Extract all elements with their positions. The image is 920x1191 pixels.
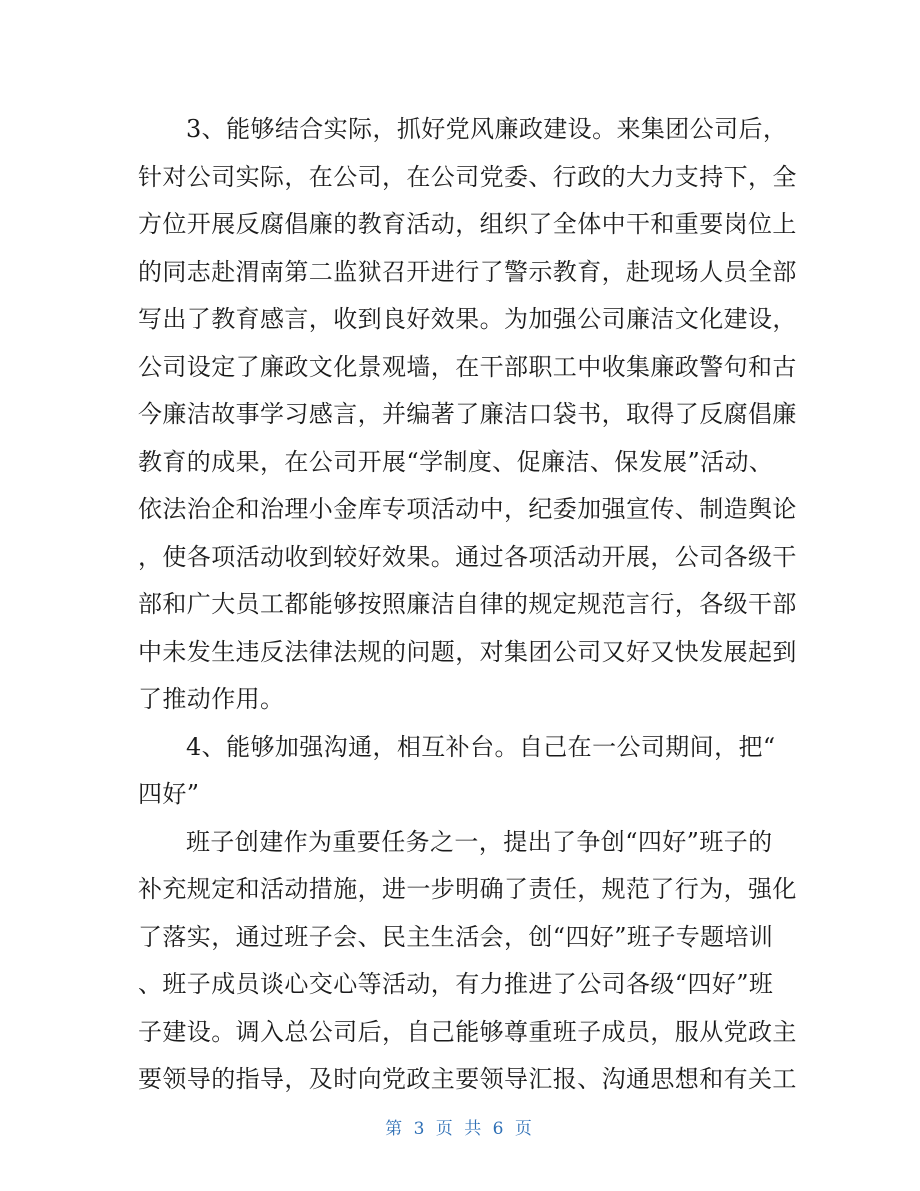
text-line: 了推动作用。 [138,685,285,713]
text-line: 要领导的指导，及时向党政主要领导汇报、沟通思想和有关工 [138,1065,797,1093]
page-footer: 第 3 页 共 6 页 [385,1119,535,1139]
text-line: 针对公司实际，在公司，在公司党委、行政的大力支持下，全 [138,162,797,191]
text-line: 补充规定和活动措施，进一步明确了责任，规范了行为，强化 [138,875,797,903]
text-line: 依法治企和治理小金库专项活动中，纪委加强宣传、制造舆论 [138,495,797,523]
text-line: 四好” [138,780,200,808]
text-line: 部和广大员工都能够按照廉洁自律的规定规范言行，各级干部 [138,590,797,618]
text-line: 的同志赴渭南第二监狱召开进行了警示教育，赴现场人员全部 [138,257,797,286]
text-line: 班子创建作为重要任务之一，提出了争创“四好”班子的 [186,827,773,856]
text-line: ，使各项活动收到较好效果。通过各项活动开展，公司各级干 [138,542,797,571]
text-line: 子建设。调入总公司后，自己能够尊重班子成员，服从党政主 [138,1017,797,1046]
text-line: 了落实，通过班子会、民主生活会，创“四好”班子专题培训 [138,922,774,951]
text-line: 、班子成员谈心交心等活动，有力推进了公司各级“四好”班 [138,970,774,998]
text-line: 今廉洁故事学习感言，并编著了廉洁口袋书，取得了反腐倡廉 [138,400,797,428]
text-line: 教育的成果，在公司开展“学制度、促廉洁、保发展”活动、 [138,447,774,476]
text-line: 4、能够加强沟通，相互补台。自己在一公司期间，把“ [186,732,776,761]
text-line: 中未发生违反法律法规的问题，对集团公司又好又快发展起到 [138,637,797,666]
body-text [138,106,797,1104]
text-line: 公司设定了廉政文化景观墙，在干部职工中收集廉政警句和古 [138,352,797,381]
text-line: 3、能够结合实际，抓好党风廉政建设。来集团公司后， [186,115,788,143]
text-line: 写出了教育感言，收到良好效果。为加强公司廉洁文化建设， [138,305,797,333]
text-line: 方位开展反腐倡廉的教育活动，组织了全体中干和重要岗位上 [138,210,797,238]
